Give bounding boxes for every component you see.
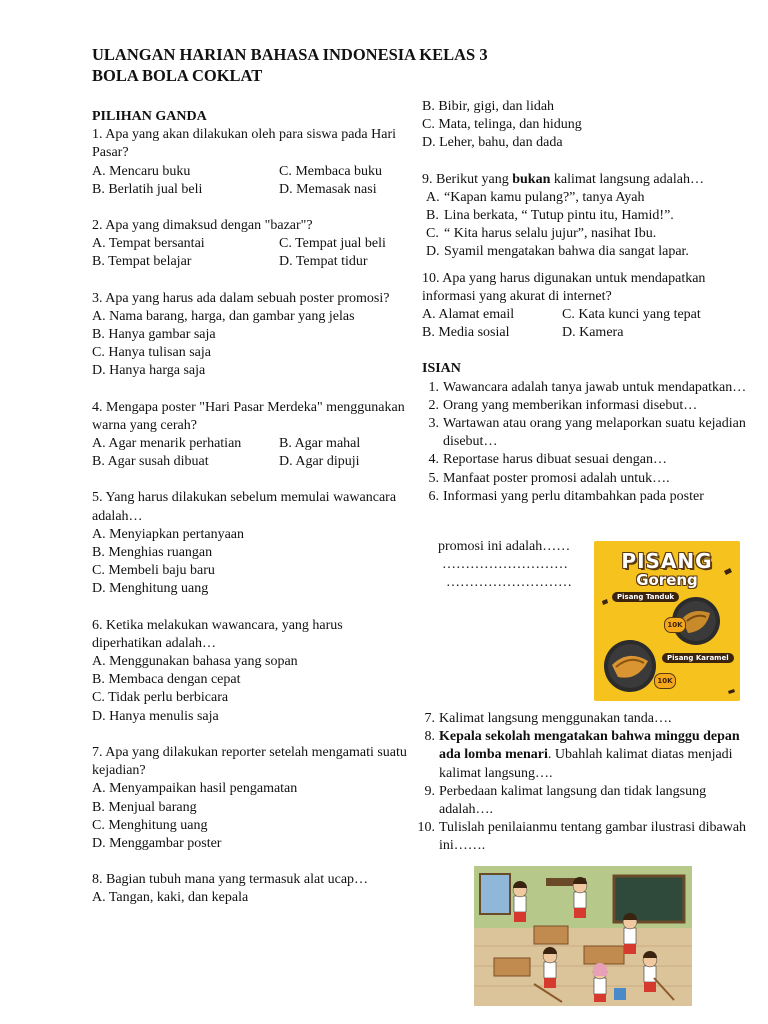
question-text-pre: 9. Berikut yang (422, 171, 513, 187)
option-b: B. Tempat belajar (92, 254, 192, 270)
item-number: 8. (424, 729, 435, 745)
option-d: D. Tempat tidur (279, 254, 368, 270)
question-5 (92, 489, 410, 598)
option-a: A. Menyiapkan pertanyaan (92, 526, 244, 542)
item-number: 4. (428, 452, 439, 468)
option-a: A. Menyampaikan hasil pengamatan (92, 781, 298, 797)
option-d: D. Agar dipuji (279, 454, 360, 470)
question-3 (92, 290, 410, 381)
isian-item-5 (422, 470, 752, 488)
document-title (92, 44, 488, 86)
option-d: D. Kamera (562, 325, 624, 341)
option-b: B. Agar susah dibuat (92, 454, 209, 470)
section-heading-isian: ISIAN (422, 361, 461, 377)
item-number: 3. (428, 416, 439, 432)
option-d: D. Hanya harga saja (92, 363, 206, 379)
question-text: 1. Apa yang akan dilakukan oleh para siswa pada Hari Pasar? (92, 127, 397, 161)
option-a: A. Mencaru buku (92, 163, 191, 179)
item-number: 9. (424, 783, 435, 799)
option-d: D. Leher, bahu, dan dada (422, 135, 563, 151)
question-text: 6. Ketika melakukan wawancara, yang harus diperhatikan adalah… (92, 617, 343, 651)
question-text-bold: bukan (512, 171, 551, 187)
answer-dots-2: ……………………… (446, 575, 572, 590)
option-a: A. Tempat bersantai (92, 236, 205, 252)
question-text: 4. Mengapa poster "Hari Pasar Merdeka" menggunakan warna yang cerah? (92, 399, 405, 433)
isian-item-8 (414, 728, 754, 783)
item-text: Informasi yang perlu ditambahkan pada poster (443, 488, 704, 504)
option-b: B. Berlatih jual beli (92, 181, 203, 197)
item-text-bold: Kepala sekolah mengatakan bahwa minggu depan ada lomba menari (439, 729, 740, 763)
option-label: A. (426, 189, 440, 205)
answer-dots-1: ……………………… (442, 557, 568, 572)
option-a: A. Menggunakan bahasa yang sopan (92, 654, 298, 670)
question-8-continued (422, 98, 752, 153)
option-b: B. Menghias ruangan (92, 545, 213, 561)
item-text: Manfaat poster promosi adalah untuk…. (443, 470, 670, 486)
item-number: 7. (424, 711, 435, 726)
poster-subtitle: Goreng (636, 571, 698, 589)
option-c: C. Membaca buku (279, 163, 383, 179)
item-text: Reportase harus dibuat sesuai dengan… (443, 452, 667, 468)
isian-item-7 (414, 710, 754, 728)
option-c (422, 225, 752, 243)
poster-price-1: 10K (664, 617, 686, 633)
question-9 (422, 171, 752, 262)
option-a: A. Agar menarik perhatian (92, 436, 242, 452)
option-d: D. Hanya menulis saja (92, 708, 219, 724)
question-1 (92, 126, 410, 199)
option-c: C. Kata kunci yang tepat (562, 307, 701, 323)
classroom-cleaning-illustration (474, 866, 692, 1006)
option-b: B. Membaca dengan cepat (92, 672, 241, 688)
isian-list (422, 379, 752, 506)
option-b: B. Media sosial (422, 325, 510, 341)
option-text: “ Kita harus selalu jujur”, nasihat Ibu. (444, 226, 657, 242)
isian-item-6-continued (438, 538, 572, 592)
isian-item-2 (422, 397, 752, 415)
option-label: B. (426, 208, 439, 224)
option-text: “Kapan kamu pulang?”, tanya Ayah (444, 189, 645, 205)
question-4 (92, 399, 410, 472)
item-number: 6. (428, 488, 439, 504)
question-text: 8. Bagian tubuh mana yang termasuk alat ucap… (92, 872, 369, 888)
item-text: Tulislah penilaianmu tentang gambar ilustrasi dibawah ini……. (439, 820, 747, 854)
option-d: D. Menggambar poster (92, 835, 222, 851)
question-text: 10. Apa yang harus digunakan untuk mendapatkan informasi yang akurat di internet? (422, 270, 706, 304)
question-text: 5. Yang harus dilakukan sebelum memulai wawancara adalah… (92, 490, 397, 524)
option-text: Lina berkata, “ Tutup pintu itu, Hamid!”. (444, 208, 674, 224)
item-text: Orang yang memberikan informasi disebut… (443, 397, 698, 413)
isian-item-1 (422, 379, 752, 397)
poster-title: PISANG (621, 549, 713, 573)
isian-item-9 (414, 783, 754, 819)
option-c: C. Mata, telinga, dan hidung (422, 117, 582, 133)
option-text: Syamil mengatakan bahwa dia sangat lapar. (444, 244, 689, 260)
question-text: 7. Apa yang dilakukan reporter setelah mengamati suatu kejadian? (92, 744, 407, 779)
question-7 (92, 744, 410, 853)
option-c: C. Menghitung uang (92, 817, 208, 833)
question-text: 3. Apa yang harus ada dalam sebuah poster promosi? (92, 290, 390, 306)
question-2 (92, 217, 410, 272)
option-d: D. Menghitung uang (92, 581, 209, 597)
left-column (92, 108, 410, 908)
question-8 (92, 871, 410, 907)
option-c: C. Tidak perlu berbicara (92, 690, 229, 706)
pisang-goreng-poster (594, 541, 740, 701)
option-a: A. Nama barang, harga, dan gambar yang jelas (92, 308, 355, 324)
isian-item-6 (422, 488, 752, 506)
item-number: 2. (428, 397, 439, 413)
option-b: B. Bibir, gigi, dan lidah (422, 99, 555, 114)
question-text (422, 171, 752, 189)
option-b-second: B. Agar mahal (279, 436, 361, 452)
title-line-1: ULANGAN HARIAN BAHASA INDONESIA KELAS 3 (92, 45, 488, 64)
question-text: 2. Apa yang dimaksud dengan "bazar"? (92, 218, 313, 234)
question-6 (92, 617, 410, 726)
title-line-2: BOLA BOLA COKLAT (92, 66, 263, 85)
option-b: B. Hanya gambar saja (92, 327, 216, 343)
option-label: D. (426, 244, 440, 260)
option-b (422, 207, 752, 225)
item-text: Wawancara adalah tanya jawab untuk mendapatkan… (443, 379, 747, 395)
option-a: A. Tangan, kaki, dan kepala (92, 890, 249, 906)
poster-item-2-label: Pisang Karamel (662, 653, 734, 663)
option-label: C. (426, 226, 439, 242)
poster-item-1-label: Pisang Tanduk (612, 592, 679, 602)
question-10 (422, 270, 752, 343)
option-a: A. Alamat email (422, 307, 515, 323)
item-number: 5. (428, 470, 439, 486)
item-text: Kalimat langsung menggunakan tanda…. (439, 711, 672, 726)
option-c: C. Tempat jual beli (279, 236, 386, 252)
option-c: C. Membeli baju baru (92, 563, 215, 579)
section-heading-pilihan-ganda: PILIHAN GANDA (92, 109, 207, 124)
isian-item-4 (422, 451, 752, 469)
question-text-post: kalimat langsung adalah… (550, 171, 704, 187)
item-number: 10. (417, 820, 435, 836)
isian-item-3 (422, 415, 752, 451)
item-number: 1. (428, 379, 439, 395)
right-column (422, 98, 752, 506)
item-6-continuation: promosi ini adalah…… (438, 539, 571, 554)
isian-list-continued (414, 710, 754, 856)
option-a (422, 189, 752, 207)
item-text: Perbedaan kalimat langsung dan tidak langsung adalah…. (439, 783, 707, 818)
option-d: D. Memasak nasi (279, 181, 377, 197)
item-text: Wartawan atau orang yang melaporkan suatu kejadian disebut… (443, 416, 746, 450)
option-c: C. Hanya tulisan saja (92, 345, 211, 361)
poster-price-2: 10K (654, 673, 676, 689)
item-text-rest: . Ubahlah kalimat diatas menjadi kalimat langsung…. (439, 747, 733, 781)
isian-item-10 (414, 819, 754, 855)
option-b: B. Menjual barang (92, 799, 197, 815)
option-d (422, 243, 752, 261)
